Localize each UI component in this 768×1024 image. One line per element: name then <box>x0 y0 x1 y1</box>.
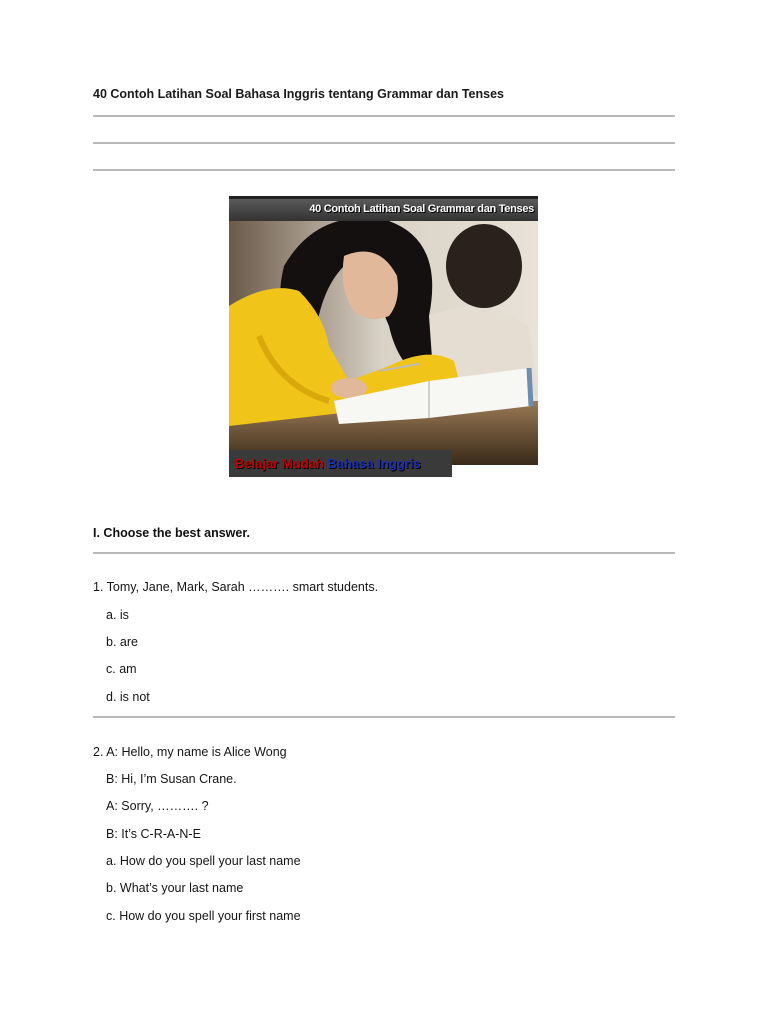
answer-option: b. are <box>106 635 138 649</box>
answer-option: c. How do you spell your first name <box>106 909 301 923</box>
image-banner <box>229 196 538 221</box>
student-studying-illustration <box>229 196 538 465</box>
student-photo <box>229 196 538 465</box>
answer-option: d. is not <box>106 690 150 704</box>
section-heading: I. Choose the best answer. <box>93 526 250 540</box>
dialogue-line: A: Sorry, ………. ? <box>106 799 209 813</box>
image-banner-text: 40 Contoh Latihan Soal Grammar dan Tenses <box>309 203 534 215</box>
answer-option: a. is <box>106 608 129 622</box>
dialogue-line: B: It’s C-R-A-N-E <box>106 827 201 841</box>
image-footer-blue-text: Bahasa Inggris <box>327 456 421 471</box>
image-footer-red-text: Belajar Mudah <box>235 456 324 471</box>
hero-image <box>229 196 538 477</box>
answer-option: c. am <box>106 662 137 676</box>
image-footer <box>229 450 452 477</box>
answer-option: a. How do you spell your last name <box>106 854 301 868</box>
divider-line <box>93 169 675 171</box>
question-stem: 2. A: Hello, my name is Alice Wong <box>93 745 287 759</box>
divider-line <box>93 552 675 554</box>
document-title: 40 Contoh Latihan Soal Bahasa Inggris tentang Grammar dan Tenses <box>93 87 504 101</box>
divider-line <box>93 716 675 718</box>
divider-line <box>93 115 675 117</box>
question-stem: 1. Tomy, Jane, Mark, Sarah ………. smart students. <box>93 580 379 594</box>
dialogue-line: B: Hi, I’m Susan Crane. <box>106 772 237 786</box>
answer-option: b. What’s your last name <box>106 881 244 895</box>
divider-line <box>93 142 675 144</box>
